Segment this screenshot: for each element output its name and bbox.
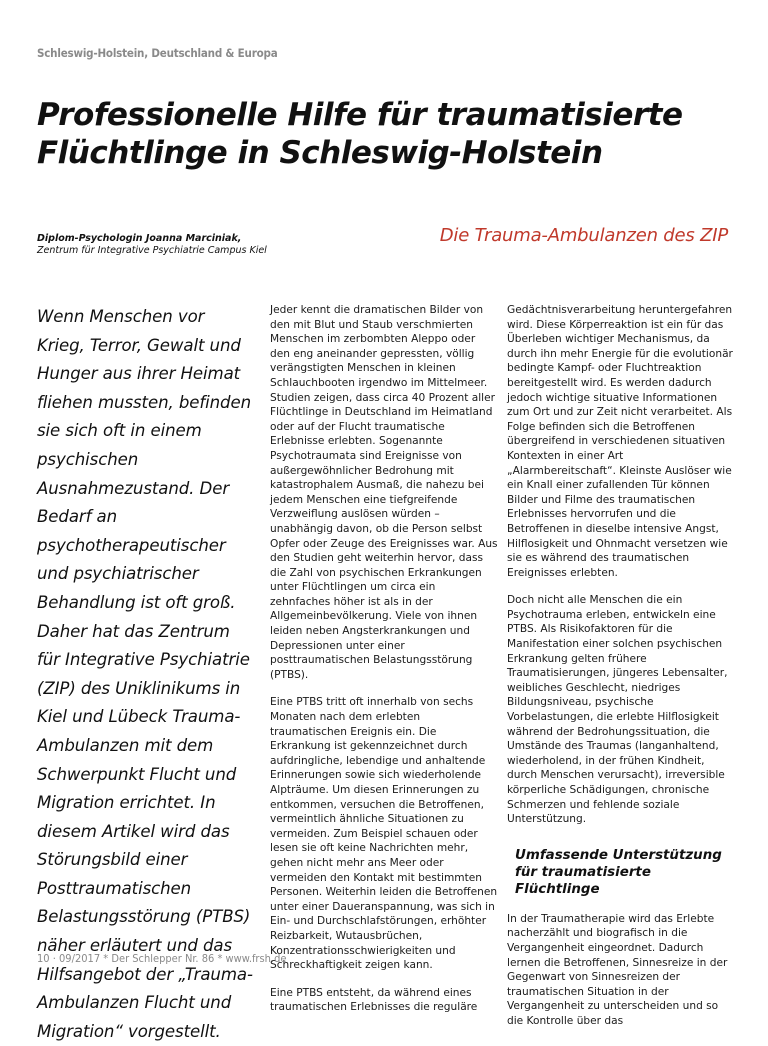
- author-name: Diplom-Psychologin Joanna Marciniak,: [37, 233, 242, 244]
- article-subtitle: Die Trauma-Ambulanzen des ZIP: [439, 225, 728, 246]
- lead-text: Wenn Menschen vor Krieg, Terror, Gewalt und Hunger aus ihrer Heimat fliehen mussten, befinden sie sich oft in einem psychischen Ausnahmezustand. Der Bedarf an psychotherapeutischer und psychiatrischer Behandlung ist oft groß. Daher hat das Zentrum für Integrative Psychiatrie (ZIP) des Uniklinikums in Kiel und Lübeck Trauma-Ambulanzen mit dem Schwerpunkt Flucht und Migration errichtet. In diesem Artikel wird das Störungsbild einer Posttraumatischen Belastungsstörung (PTBS) näher erläutert und das Hilfsangebot der „Trauma-Ambulanzen Flucht und Migration“ vorgestellt.: [37, 307, 253, 1041]
- section-heading-line: Umfassende Unterstützung: [515, 847, 722, 863]
- author-byline: [37, 233, 267, 257]
- body-paragraph: Eine PTBS tritt oft innerhalb von sechs Monaten nach dem erlebten traumatischen Ereignis ein. Die Erkrankung ist gekennzeichnet durch aufdringliche, lebendige und anhaltende Erinnerungen sowie sich wiederholende Alpträume. Um diesen Erinnerungen zu entkommen, versuchen die Betroffenen, vermeintlich ähnliche Situationen zu vermeiden. Zum Beispiel schauen oder lesen sie oft keine Nachrichten mehr, gehen nicht mehr ans Meer oder vermeiden den Kontakt mit bestimmten Personen. Weiterhin leiden die Betroffenen unter einer Daueranspannung, was sich in Ein- und Durchschlafstörungen, erhöhter Reizbarkeit, Wutausbrüchen, Konzentrationsschwierigkeiten und Schreckhaftigkeit zeigen kann.: [270, 696, 498, 972]
- running-head: Schleswig-Holstein, Deutschland & Europa: [37, 46, 278, 60]
- section-heading: [515, 847, 735, 898]
- lead-paragraph: [37, 303, 257, 1046]
- body-paragraph: Jeder kennt die dramatischen Bilder von den mit Blut und Staub verschmierten Menschen im zerbombten Aleppo oder den eng aneinander gepressten, völlig verängstigten Menschen in kleinen Schlauchbooten irgendwo im Mittelmeer. Studien zeigen, dass circa 40 Prozent aller Flüchtlinge in Deutschland im Heimatland oder auf der Flucht traumatische Erlebnisse erlebten. Sogenannte Psychotraumata sind Ereignisse von außergewöhnlicher Bedrohung mit katastrophalem Ausmaß, die nahezu bei jedem Menschen eine tiefgreifende Verzweiflung auslösen würden – unabhängig davon, ob die Person selbst Opfer oder Zeuge des Ereignisses war. Aus den Studien geht weiterhin hervor, dass die Zahl von psychischen Erkrankungen unter Flüchtlingen um circa ein zehnfaches höher ist als in der Allgemeinbevölkerung. Viele von ihnen leiden neben Angsterkrankungen und Depressionen unter einer posttraumatischen Belastungsstörung (PTBS).: [270, 304, 498, 681]
- article-title: Professionelle Hilfe für traumatisierte Flüchtlinge in Schleswig-Holstein: [37, 97, 683, 171]
- author-affiliation: Zentrum für Integrative Psychiatrie Campus Kiel: [37, 245, 267, 256]
- body-column-1: [270, 303, 498, 1028]
- body-paragraph: Eine PTBS entsteht, da während eines traumatischen Erlebnisses die reguläre: [270, 986, 478, 1014]
- body-paragraph: Doch nicht alle Menschen die ein Psychotrauma erleben, entwickeln eine PTBS. Als Risikofaktoren für die Manifestation einer solchen psychischen Erkrankung gelten frühere Traumatisierungen, jüngeres Lebensalter, weibliches Geschlecht, niedriges Bildungsniveau, psychische Vorbelastungen, die erlebte Hilflosigkeit während der Bedrohungssituation, die Umstände des Traumas (langanhaltend, wiederholend, in der frühen Kindheit, durch Menschen verursacht), irreversible körperliche Schädigungen, chronische Schmerzen und fehlende soziale Unterstützung.: [507, 594, 728, 826]
- body-paragraph: In der Traumatherapie wird das Erlebte nacherzählt und biografisch in die Vergangenheit eingeordnet. Dadurch lernen die Betroffenen, Sinnesreize in der Gegenwart von Sinnesreizen der traumatischen Situation in der Vergangenheit zu unterscheiden und so die Kontrolle über das: [507, 912, 728, 1027]
- page-footer: 10 · 09/2017 * Der Schlepper Nr. 86 * www.frsh.de: [37, 952, 287, 965]
- section-heading-line: für traumatisierte Flüchtlinge: [515, 864, 651, 897]
- body-column-2: [507, 303, 735, 1042]
- body-paragraph: Gedächtnisverarbeitung heruntergefahren wird. Diese Körperreaktion ist ein für das Überleben wichtiger Mechanismus, da durch ihn mehr Energie für die evolutionär bedingte Kampf- oder Fluchtreaktion bereitgestellt wird. Es werden dadurch jedoch wichtige situative Informationen zum Ort und zur Zeit nicht verarbeitet. Als Folge befinden sich die Betroffenen übergreifend in verschiedenen situativen Kontexten in einer Art „Alarmbereitschaft“. Kleinste Auslöser wie ein Knall einer zufallenden Tür können Bilder und Filme des traumatischen Erlebnisses hervorrufen und die Betroffenen in dieselbe intensive Angst, Hilflosigkeit und Ohnmacht versetzen wie sie es während des traumatischen Ereignisses erlebten.: [507, 304, 733, 579]
